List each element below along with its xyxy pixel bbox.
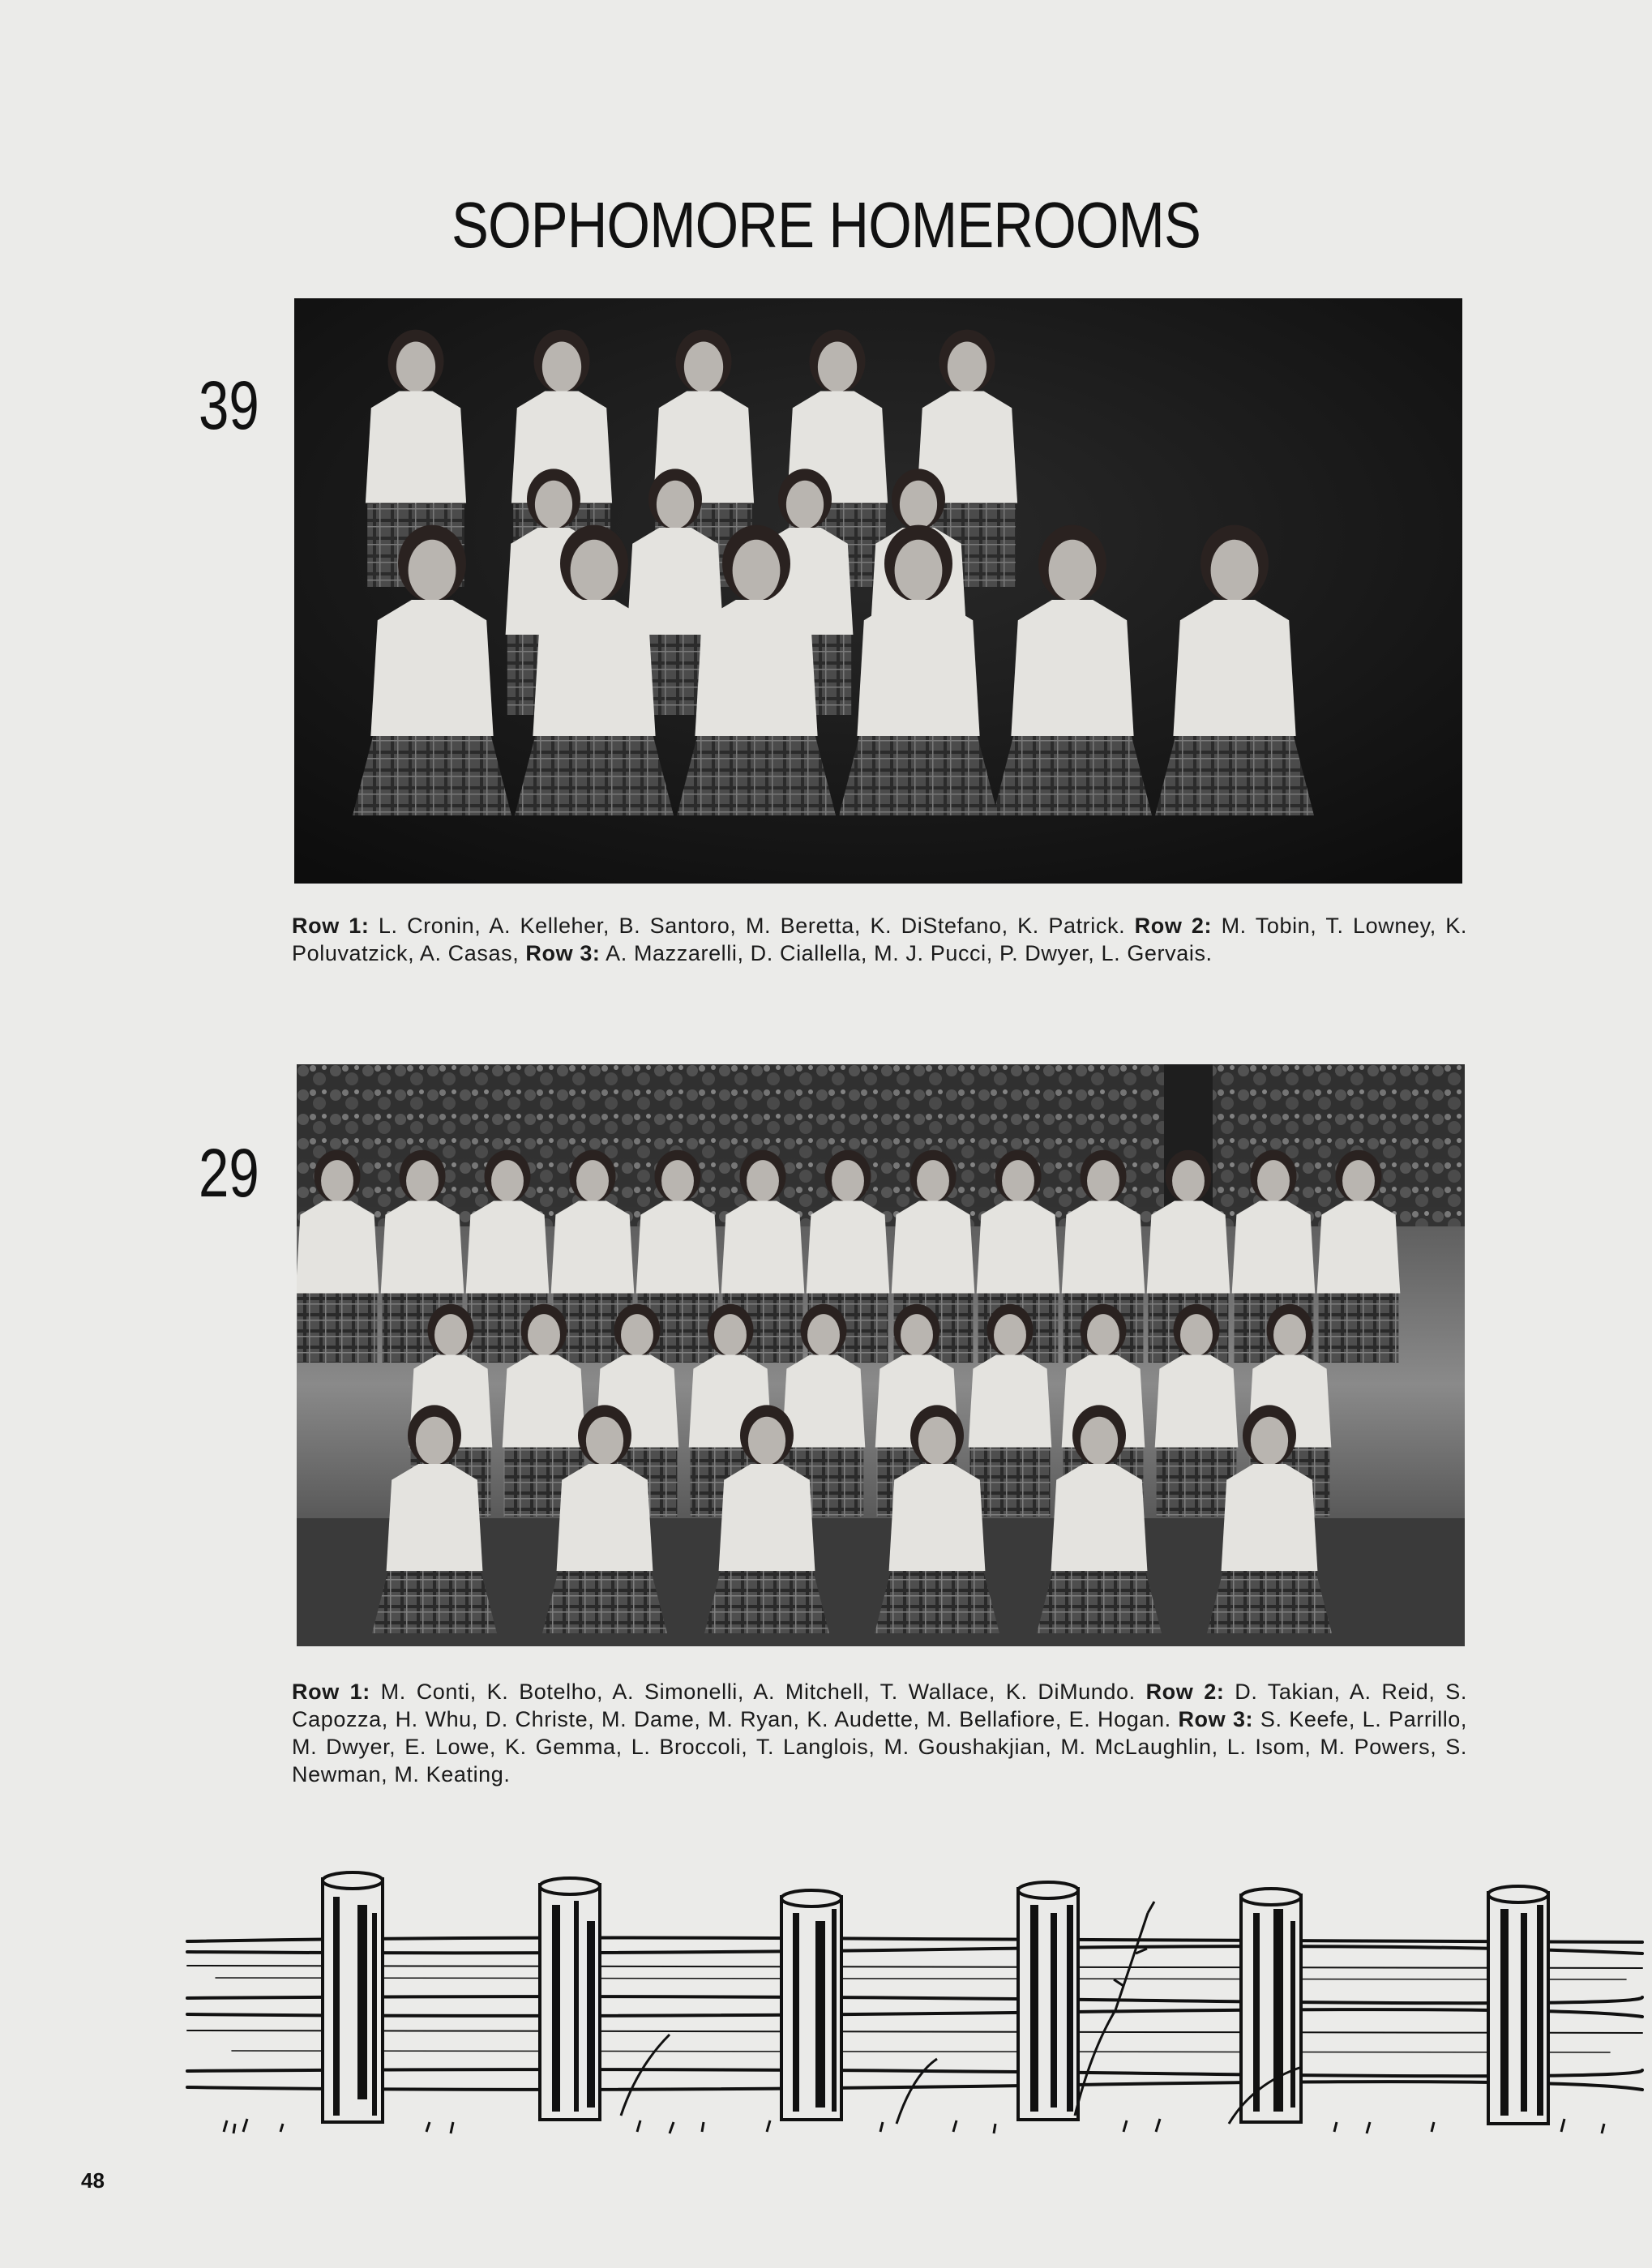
homeroom-number: 39	[199, 367, 259, 443]
row-label: Row 2:	[1145, 1680, 1225, 1704]
row-names: L. Cronin, A. Kelleher, B. Santoro, M. Beretta, K. DiStefano, K. Patrick.	[369, 914, 1135, 938]
row-label: Row 3:	[1178, 1707, 1254, 1731]
row-names: S. Keefe, L. Parrillo, M. Dwyer, E. Lowe, K. Gemma, L. Broccoli, T. Langlois, M. Goushakjian, M. McLaughlin, L. Isom, M. Powers, S. Newman, M. Keating.	[292, 1707, 1468, 1787]
fence-illustration	[183, 1864, 1646, 2148]
photo-caption-homeroom-39	[292, 912, 1467, 967]
row-label: Row 2:	[1134, 914, 1213, 938]
row-names: M. Conti, K. Botelho, A. Simonelli, A. Mitchell, T. Wallace, K. DiMundo.	[370, 1680, 1146, 1704]
homeroom-number: 29	[199, 1135, 259, 1211]
row-label: Row 1:	[292, 1680, 370, 1704]
group-photo-homeroom-29	[297, 1064, 1465, 1646]
photo-caption-homeroom-29	[292, 1678, 1467, 1788]
row-names: D. Takian, A. Reid, S. Capozza, H. Whu, D. Christe, M. Dame, M. Ryan, K. Audette, M. Bellafiore, E. Hogan.	[292, 1680, 1467, 1731]
page-number: 48	[81, 2168, 105, 2193]
row-names: M. Tobin, T. Lowney, K. Poluvatzick, A. Casas,	[292, 914, 1467, 965]
row-names: A. Mazzarelli, D. Ciallella, M. J. Pucci, P. Dwyer, L. Gervais.	[600, 941, 1213, 965]
row-label: Row 1:	[292, 914, 370, 938]
page-title: SOPHOMORE HOMEROOMS	[452, 189, 1200, 261]
row-label: Row 3:	[525, 941, 601, 965]
group-photo-homeroom-39	[294, 298, 1462, 884]
